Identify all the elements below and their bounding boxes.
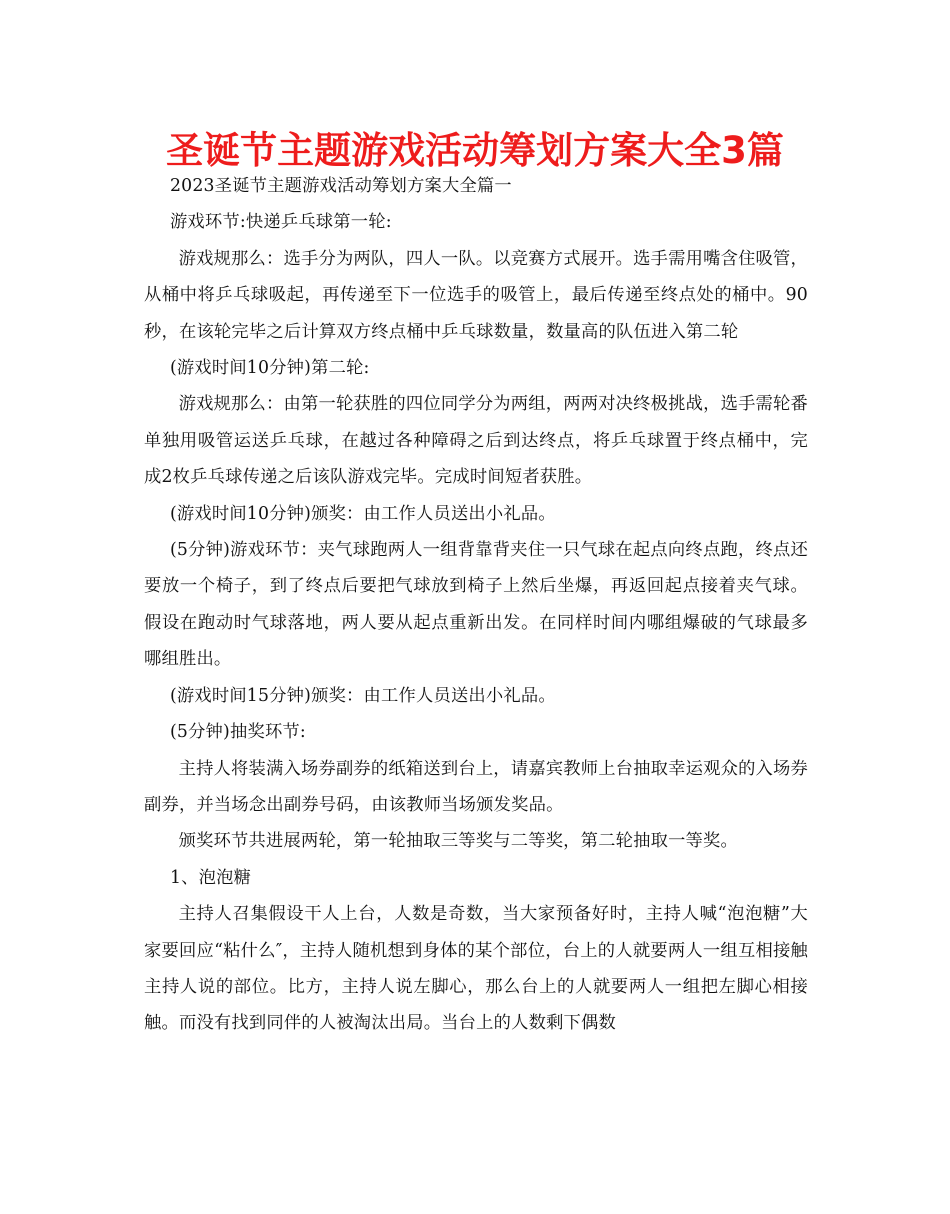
- document-title: 圣诞节主题游戏活动筹划方案大全3篇: [166, 129, 784, 172]
- list-heading: 1、泡泡糖: [169, 867, 252, 888]
- paragraph: 主持人将装满入场券副券的纸箱送到台上，请嘉宾教师上台抽取幸运观众的入场券副券，并当场念出副券号码，由该教师当场颁发奖品。: [144, 758, 808, 815]
- paragraph: 游戏规那么：选手分为两队，四人一队。以竞赛方式展开。选手需用嘴含住吸管，从桶中将乒乓球吸起，再传递至下一位选手的吸管上，最后传递至终点处的桶中。90秒，在该轮完毕之后计算双方终点桶中乒乓球数量，数量高的队伍进入第二轮: [144, 248, 808, 342]
- paragraph: 游戏规那么：由第一轮获胜的四位同学分为两组，两两对决终极挑战，选手需轮番单独用吸管运送乒乓球，在越过各种障碍之后到达终点，将乒乓球置于终点桶中，完成2枚乒乓球传递之后该队游戏完毕。完成时间短者获胜。: [144, 394, 808, 488]
- paragraph: 主持人召集假设干人上台，人数是奇数，当大家预备好时，主持人喊“泡泡糖”大家要回应“粘什么″，主持人随机想到身体的某个部位，台上的人就要两人一组互相接触主持人说的部位。比方，主持人说左脚心，那么台上的人就要两人一组把左脚心相接触。而没有找到同伴的人被淘汰出局。当台上的人数剩下偶数: [144, 904, 808, 1034]
- paragraph: (游戏时间10分钟)颁奖：由工作人员送出小礼品。: [169, 503, 556, 524]
- paragraph-subtitle: 2023圣诞节主题游戏活动筹划方案大全篇一: [169, 176, 512, 196]
- paragraph: (游戏时间10分钟)第二轮:: [169, 358, 370, 379]
- paragraph: (游戏时间15分钟)颁奖：由工作人员送出小礼品。: [169, 685, 556, 706]
- paragraph: 颁奖环节共进展两轮，第一轮抽取三等奖与二等奖，第二轮抽取一等奖。: [178, 831, 738, 852]
- document-body: [144, 168, 808, 1042]
- paragraph: (5分钟)游戏环节：夹气球跑两人一组背靠背夹住一只气球在起点向终点跑，终点还要放一个椅子，到了终点后要把气球放到椅子上然后坐爆，再返回起点接着夹气球。假设在跑动时气球落地，两人要从起点重新出发。在同样时间内哪组爆破的气球最多哪组胜出。: [144, 540, 808, 670]
- paragraph: 游戏环节:快递乒乓球第一轮:: [169, 212, 392, 233]
- paragraph: (5分钟)抽奖环节:: [169, 722, 306, 743]
